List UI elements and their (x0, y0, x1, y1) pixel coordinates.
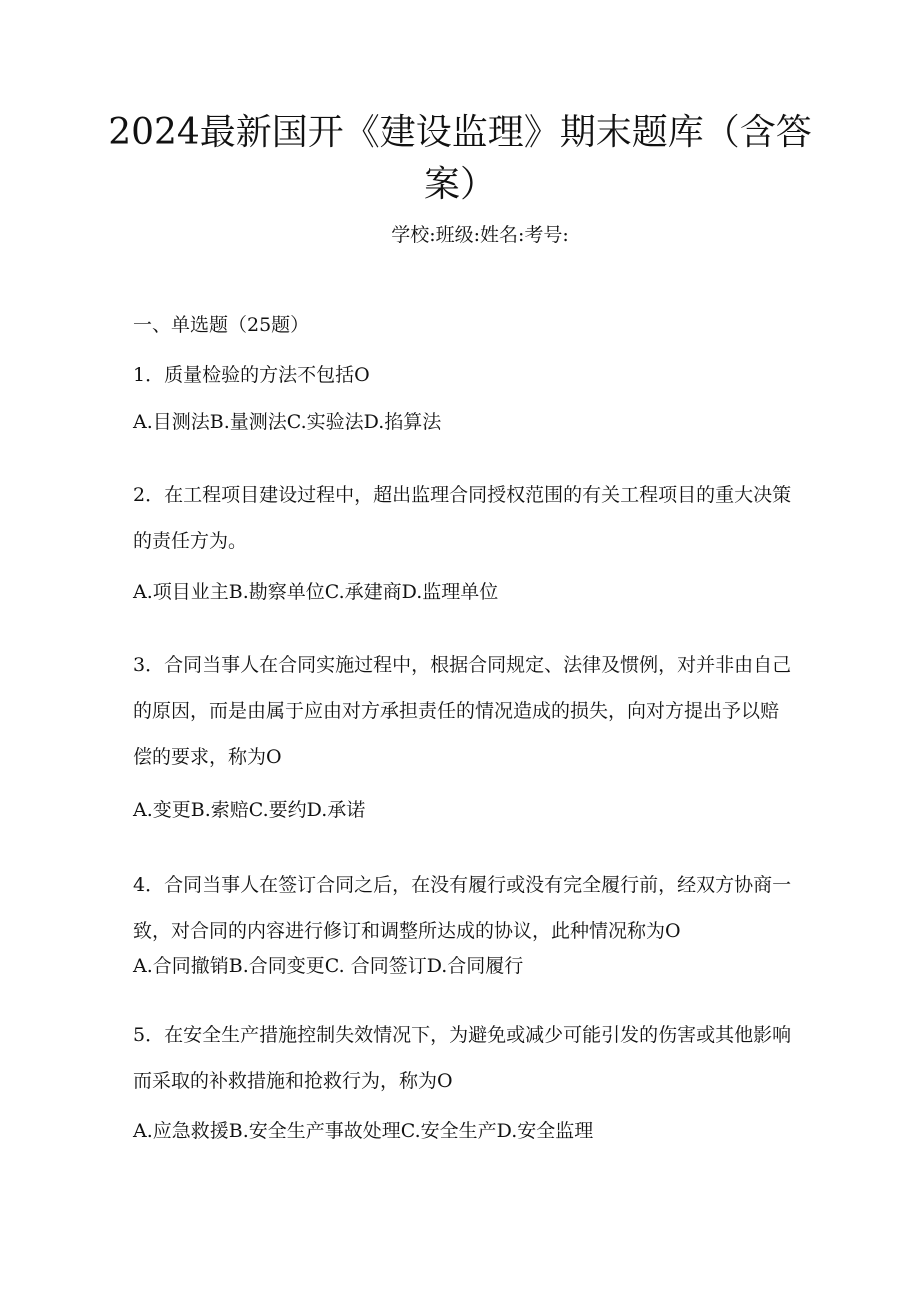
question-5-stem (133, 1012, 793, 1104)
question-1-options: A.目测法B.量测法C.实验法D.掐算法 (133, 411, 442, 433)
question-4-stem (133, 862, 793, 954)
question-stem: 4．合同当事人在签订合同之后，在没有履行或没有完全履行前，经双方协商一致，对合同的内容进行修订和调整所达成的协议，此种情况称为O (133, 874, 792, 942)
question-3-stem (133, 642, 793, 780)
document-title: 2024最新国开《建设监理》期末题库（含答案） (108, 112, 812, 205)
question-stem: 2．在工程项目建设过程中，超出监理合同授权范围的有关工程项目的重大决策的责任方为。 (133, 484, 792, 552)
section-heading: 一、单选题（25题） (133, 314, 310, 336)
question-1-stem (133, 352, 793, 398)
question-5-options: A.应急救援B.安全生产事故处理C.安全生产D.安全监理 (133, 1120, 594, 1142)
question-2-options: A.项目业主B.勘察单位C.承建商D.监理单位 (133, 581, 499, 603)
student-info-line: 学校:班级:姓名:考号: (391, 224, 569, 246)
question-stem: 5．在安全生产措施控制失效情况下，为避免或减少可能引发的伤害或其他影响而采取的补救措施和抢救行为，称为O (133, 1024, 792, 1092)
question-4-options: A.合同撤销B.合同变更C. 合同签订D.合同履行 (133, 955, 524, 977)
question-stem: 1．质量检验的方法不包括O (133, 364, 370, 386)
question-stem: 3．合同当事人在合同实施过程中，根据合同规定、法律及惯例，对并非由自己的原因，而是由属于应由对方承担责任的情况造成的损失，向对方提出予以赔偿的要求，称为O (133, 654, 792, 768)
question-3-options: A.变更B.索赔C.要约D.承诺 (133, 799, 366, 821)
question-2-stem (133, 472, 793, 564)
